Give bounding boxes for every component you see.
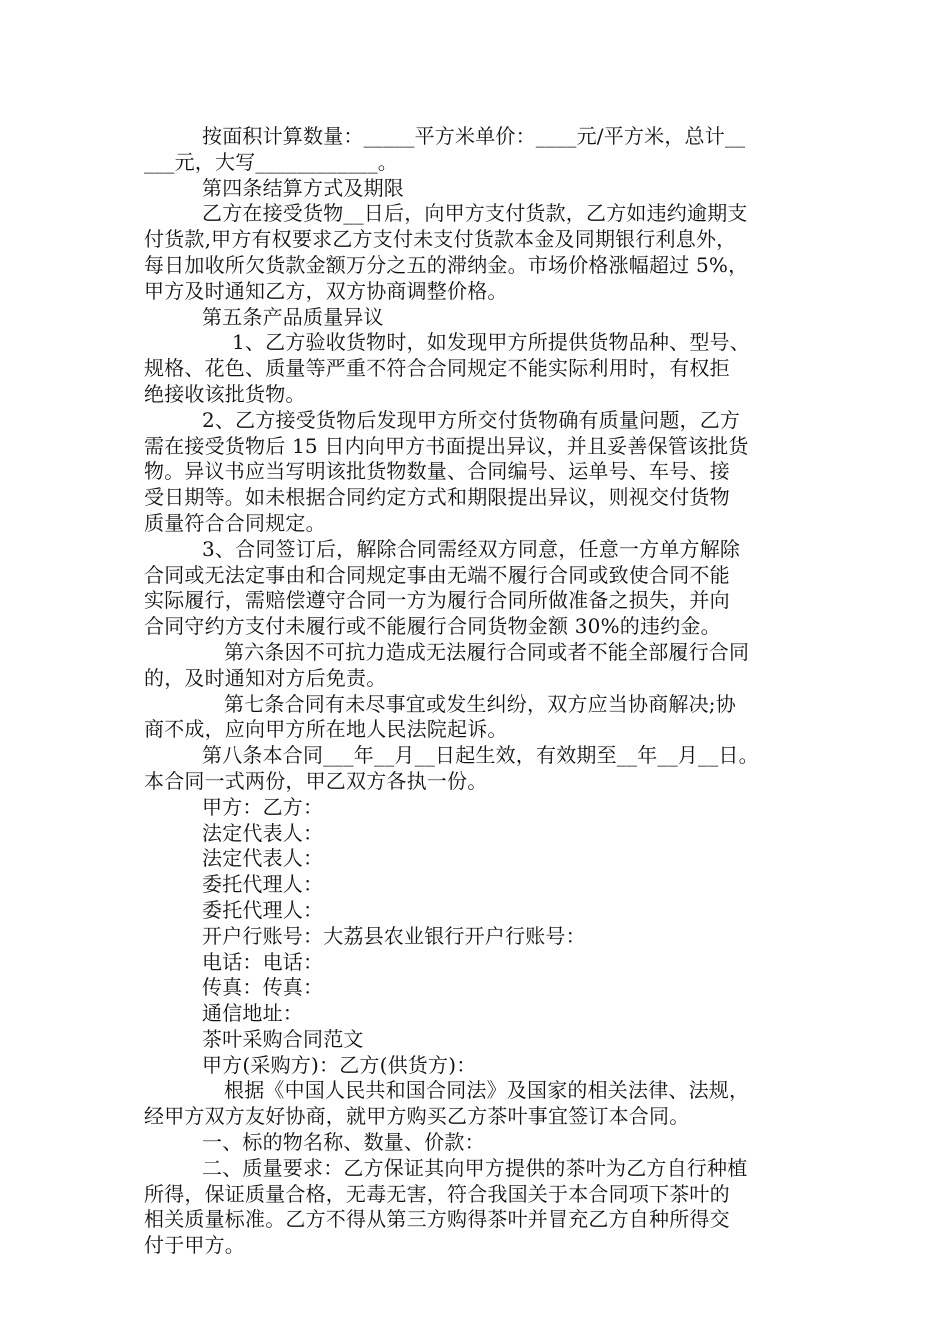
text-line: 第五条产品质量异议: [202, 304, 384, 329]
text-line: 电话：电话：: [202, 949, 324, 974]
text-line: 根据《中国人民共和国合同法》及国家的相关法律、法规，: [224, 1078, 750, 1103]
text-line: 第七条合同有未尽事宜或发生纠纷，双方应当协商解决;协: [224, 691, 736, 716]
text-line: 合同或无法定事由和合同规定事由无端不履行合同或致使合同不能: [144, 562, 730, 587]
text-line: 1、乙方验收货物时，如发现甲方所提供货物品种、型号、: [232, 330, 750, 355]
text-line: 法定代表人：: [202, 820, 324, 845]
text-line: 二、质量要求：乙方保证其向甲方提供的茶叶为乙方自行种植: [202, 1155, 748, 1180]
text-line: ___元，大写____________。: [144, 149, 398, 174]
text-line: 物。异议书应当写明该批货物数量、合同编号、运单号、车号、接: [144, 459, 730, 484]
text-line: 甲方(采购方)：乙方(供货方)：: [202, 1052, 477, 1077]
text-line: 实际履行，需赔偿遵守合同一方为履行合同所做准备之损失，并向: [144, 588, 730, 613]
text-line: 的，及时通知对方后免责。: [144, 665, 387, 690]
text-line: 每日加收所欠货款金额万分之五的滞纳金。市场价格涨幅超过 5%，: [144, 252, 749, 277]
text-line: 通信地址：: [202, 1001, 303, 1026]
text-line: 受日期等。如未根据合同约定方式和期限提出异议，则视交付货物: [144, 485, 730, 510]
text-line: 第六条因不可抗力造成无法履行合同或者不能全部履行合同: [224, 639, 750, 664]
text-line: 委托代理人：: [202, 872, 324, 897]
text-line: 按面积计算数量：_____平方米单价：____元/平方米，总计__: [202, 124, 746, 148]
text-line: 茶叶采购合同范文: [202, 1026, 364, 1051]
text-line: 法定代表人：: [202, 846, 324, 871]
text-line: 经甲方双方友好协商，就甲方购买乙方茶叶事宜签订本合同。: [144, 1104, 690, 1129]
text-line: 规格、花色、质量等严重不符合合同规定不能实际利用时，有权拒: [144, 356, 730, 381]
text-line: 本合同一式两份，甲乙双方各执一份。: [144, 768, 488, 793]
text-line: 所得，保证质量合格，无毒无害，符合我国关于本合同项下茶叶的: [144, 1181, 730, 1206]
text-line: 需在接受货物后 15 日内向甲方书面提出异议，并且妥善保管该批货: [144, 433, 749, 458]
text-line: 商不成，应向甲方所在地人民法院起诉。: [144, 717, 508, 742]
text-line: 一、标的物名称、数量、价款：: [202, 1130, 485, 1155]
text-line: 甲方及时通知乙方，双方协商调整价格。: [144, 278, 508, 303]
text-line: 甲方：乙方：: [202, 794, 324, 819]
text-line: 绝接收该批货物。: [144, 381, 306, 406]
text-line: 质量符合合同规定。: [144, 510, 326, 535]
text-line: 3、合同签订后，解除合同需经双方同意，任意一方单方解除: [202, 536, 741, 561]
text-line: 传真：传真：: [202, 975, 324, 1000]
text-line: 相关质量标准。乙方不得从第三方购得茶叶并冒充乙方自种所得交: [144, 1207, 730, 1232]
text-line: 合同守约方支付未履行或不能履行合同货物金额 30%的违约金。: [144, 614, 721, 639]
text-line: 2、乙方接受货物后发现甲方所交付货物确有质量问题，乙方: [202, 407, 741, 432]
contract-text-body: [144, 124, 814, 1259]
text-line: 委托代理人：: [202, 897, 324, 922]
text-line: 第八条本合同___年__月__日起生效，有效期至__年__月__日。: [202, 743, 759, 768]
text-line: 乙方在接受货物__日后，向甲方支付货款，乙方如违约逾期支: [202, 201, 748, 226]
text-line: 付货款,甲方有权要求乙方支付未支付货款本金及同期银行利息外，: [144, 227, 737, 252]
text-line: 第四条结算方式及期限: [202, 175, 404, 200]
text-line: 开户行账号：大荔县农业银行开户行账号：: [202, 923, 586, 948]
text-line: 付于甲方。: [144, 1233, 245, 1258]
